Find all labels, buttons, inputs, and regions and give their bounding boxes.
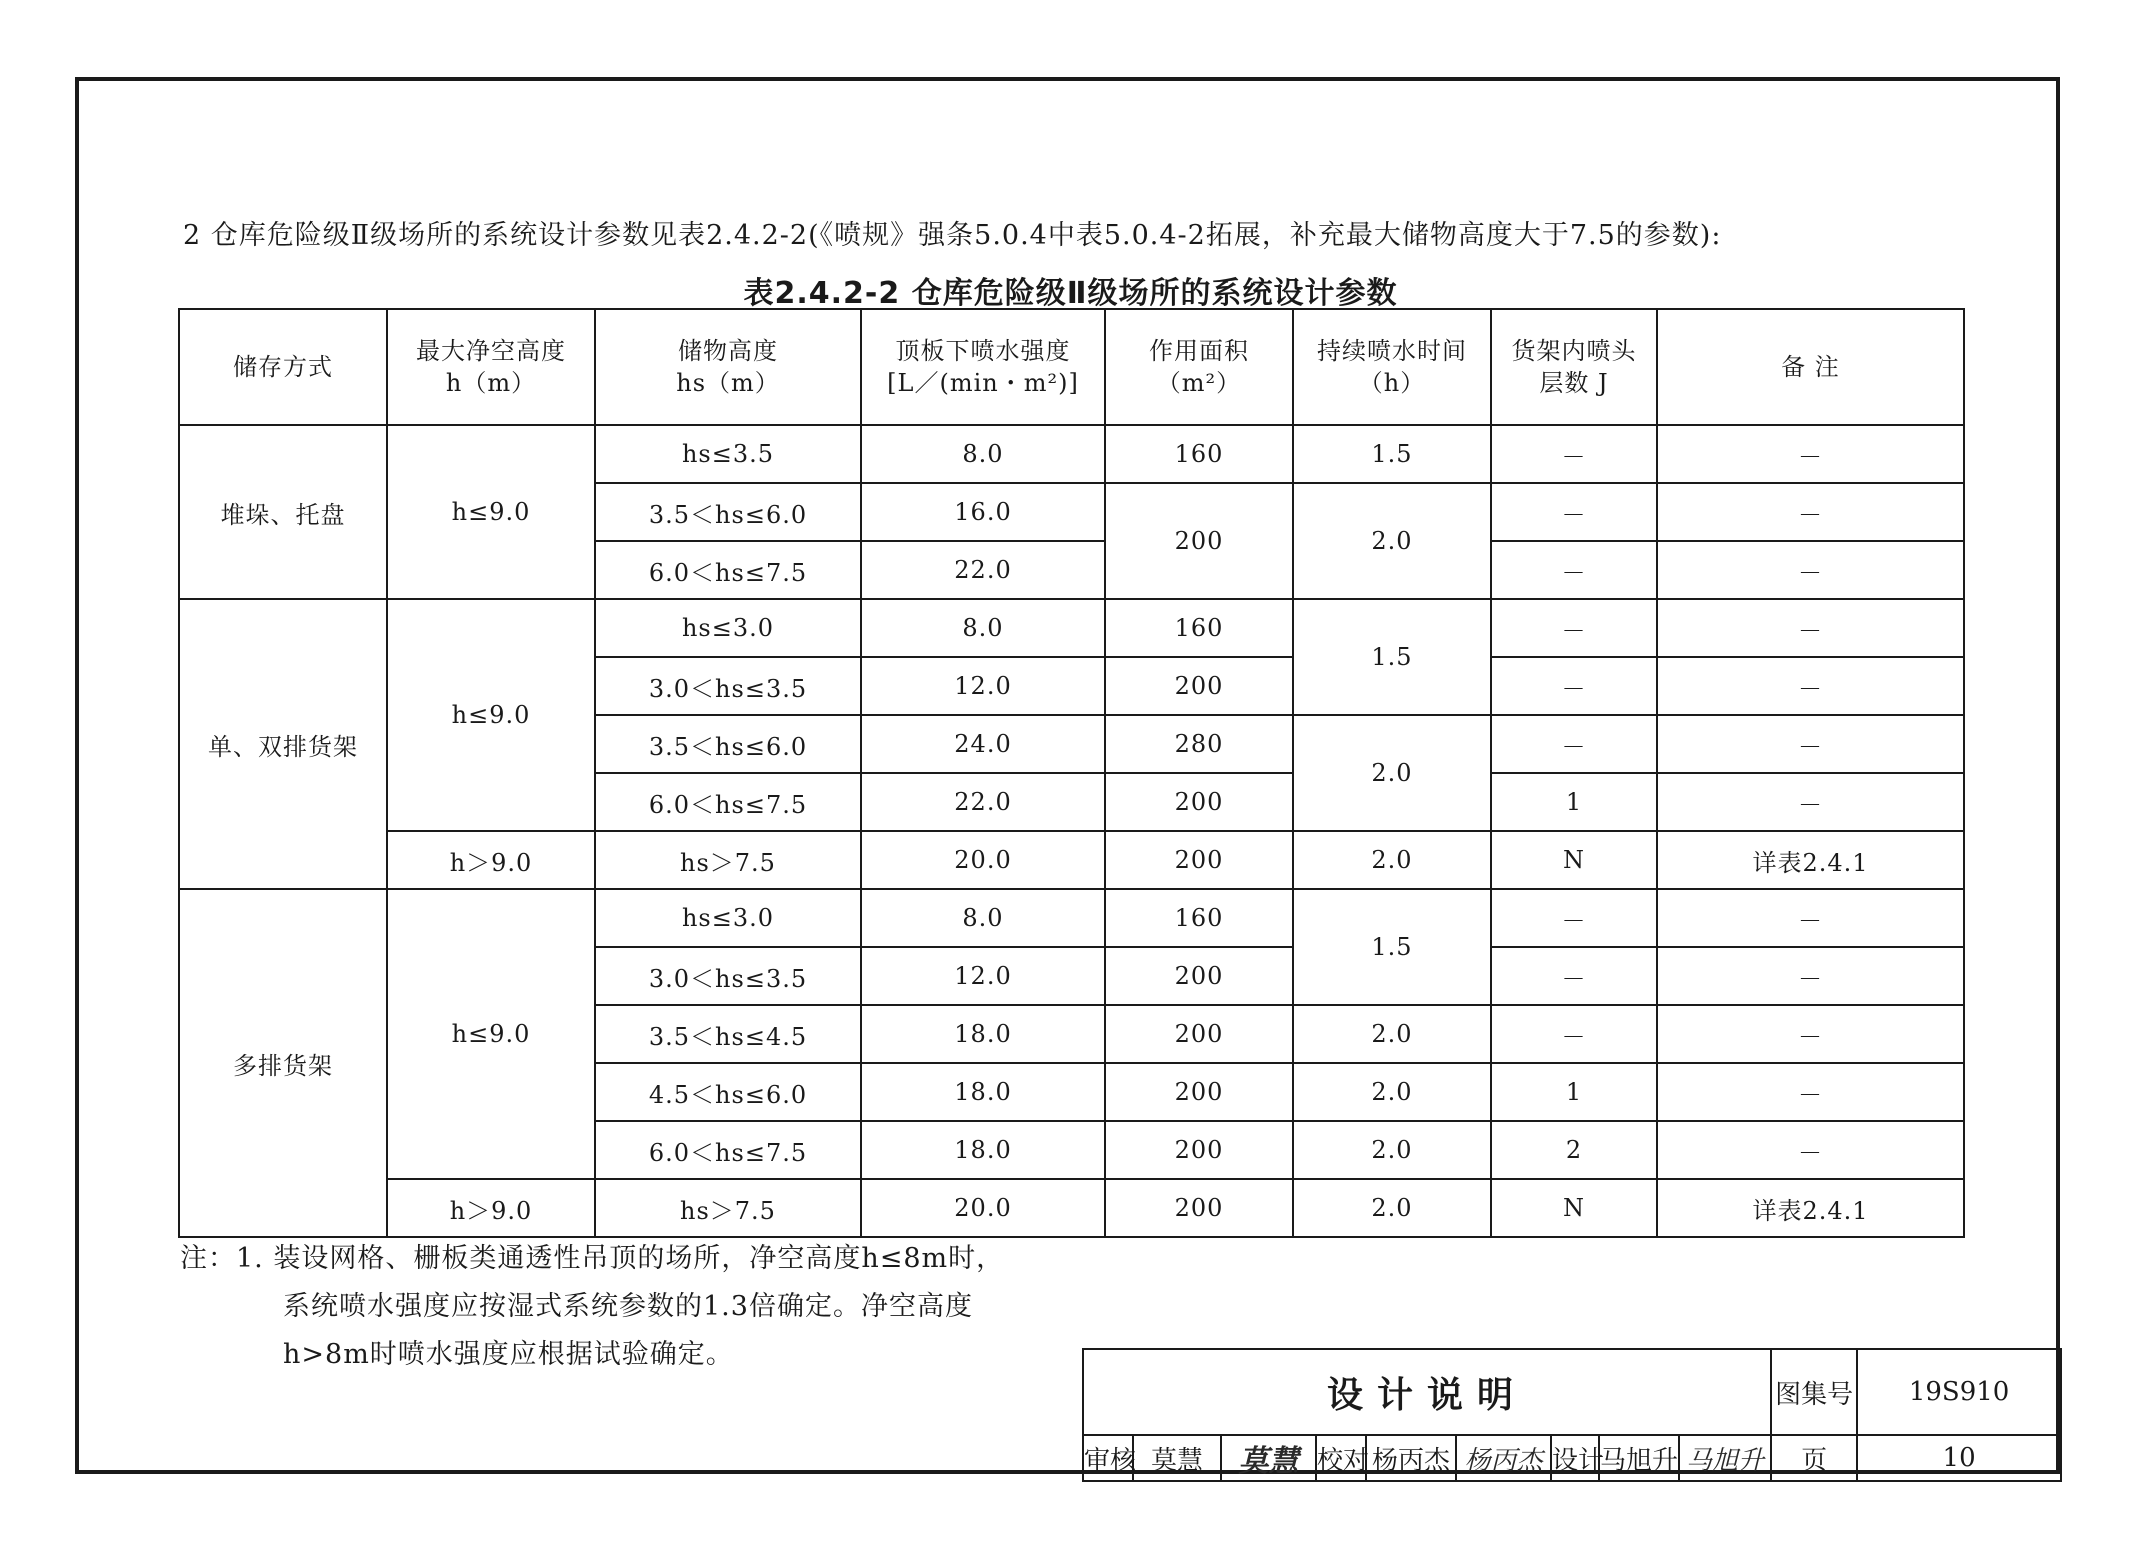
atlas-label: 图集号 (1771, 1349, 1857, 1435)
rack-layers-cell: 1 (1491, 1063, 1657, 1121)
header-storage-height: 储物高度 hs（m） (595, 309, 861, 425)
designer-signature: 马旭升 (1679, 1435, 1771, 1481)
rack-layers-cell: 2 (1491, 1121, 1657, 1179)
intensity-cell: 8.0 (861, 425, 1105, 483)
storage-height-cell: hs≤3.0 (595, 889, 861, 947)
design-label: 设计 (1551, 1435, 1599, 1481)
note-line: h>8m时喷水强度应根据试验确定。 (283, 1339, 734, 1370)
table-row (179, 1179, 1964, 1237)
clear-height-cell: h＞9.0 (387, 831, 595, 889)
storage-height-cell: 4.5＜hs≤6.0 (595, 1063, 861, 1121)
area-cell: 160 (1105, 425, 1293, 483)
remark-cell: － (1657, 425, 1964, 483)
rack-layers-cell: － (1491, 715, 1657, 773)
storage-height-cell: 3.0＜hs≤3.5 (595, 657, 861, 715)
remark-cell: － (1657, 541, 1964, 599)
remark-cell: － (1657, 1121, 1964, 1179)
intensity-cell: 8.0 (861, 889, 1105, 947)
rack-layers-cell: N (1491, 831, 1657, 889)
area-cell: 200 (1105, 831, 1293, 889)
table-header-row (179, 309, 1964, 425)
duration-cell: 1.5 (1293, 889, 1491, 1005)
storage-height-cell: hs＞7.5 (595, 1179, 861, 1237)
duration-cell: 1.5 (1293, 425, 1491, 483)
intensity-cell: 18.0 (861, 1005, 1105, 1063)
remark-cell: － (1657, 657, 1964, 715)
clear-height-cell: h≤9.0 (387, 425, 595, 599)
area-cell: 160 (1105, 599, 1293, 657)
reviewer-name: 莫慧 (1133, 1435, 1221, 1481)
storage-height-cell: 3.5＜hs≤6.0 (595, 715, 861, 773)
note-line: 系统喷水强度应按湿式系统参数的1.3倍确定。净空高度 (283, 1291, 973, 1322)
intensity-cell: 18.0 (861, 1121, 1105, 1179)
area-cell: 200 (1105, 1063, 1293, 1121)
intensity-cell: 24.0 (861, 715, 1105, 773)
rack-layers-cell: － (1491, 483, 1657, 541)
remark-cell: 详表2.4.1 (1657, 1179, 1964, 1237)
area-cell: 200 (1105, 1005, 1293, 1063)
page-number: 10 (1857, 1435, 2061, 1481)
title-block (1082, 1348, 2062, 1482)
intensity-cell: 22.0 (861, 773, 1105, 831)
remark-cell: 详表2.4.1 (1657, 831, 1964, 889)
header-rack-layers: 货架内喷头 层数 J (1491, 309, 1657, 425)
table-row (179, 889, 1964, 947)
duration-cell: 2.0 (1293, 831, 1491, 889)
rack-layers-cell: － (1491, 947, 1657, 1005)
atlas-number: 19S910 (1857, 1349, 2061, 1435)
rack-layers-cell: － (1491, 1005, 1657, 1063)
intro-text: 2 仓库危险级Ⅱ级场所的系统设计参数见表2.4.2-2(《喷规》强条5.0.4中表5.0.4-2拓展，补充最大储物高度大于7.5的参数): (183, 220, 1722, 251)
storage-height-cell: hs≤3.0 (595, 599, 861, 657)
remark-cell: － (1657, 1005, 1964, 1063)
area-cell: 200 (1105, 1179, 1293, 1237)
duration-cell: 2.0 (1293, 1179, 1491, 1237)
area-cell: 200 (1105, 657, 1293, 715)
remark-cell: － (1657, 889, 1964, 947)
intensity-cell: 12.0 (861, 947, 1105, 1005)
storage-height-cell: 6.0＜hs≤7.5 (595, 1121, 861, 1179)
storage-cell: 多排货架 (179, 889, 387, 1237)
remark-cell: － (1657, 483, 1964, 541)
header-area: 作用面积 （m²） (1105, 309, 1293, 425)
duration-cell: 2.0 (1293, 1005, 1491, 1063)
intensity-cell: 22.0 (861, 541, 1105, 599)
intensity-cell: 18.0 (861, 1063, 1105, 1121)
checker-signature: 杨丙杰 (1456, 1435, 1551, 1481)
storage-height-cell: 6.0＜hs≤7.5 (595, 541, 861, 599)
area-cell: 200 (1105, 1121, 1293, 1179)
remark-cell: － (1657, 947, 1964, 1005)
duration-cell: 2.0 (1293, 483, 1491, 599)
intensity-cell: 20.0 (861, 831, 1105, 889)
rack-layers-cell: N (1491, 1179, 1657, 1237)
storage-height-cell: 6.0＜hs≤7.5 (595, 773, 861, 831)
designer-name: 马旭升 (1599, 1435, 1679, 1481)
area-cell: 160 (1105, 889, 1293, 947)
rack-layers-cell: － (1491, 425, 1657, 483)
rack-layers-cell: － (1491, 889, 1657, 947)
review-label: 审核 (1083, 1435, 1133, 1481)
checker-name: 杨丙杰 (1366, 1435, 1456, 1481)
area-cell: 280 (1105, 715, 1293, 773)
header-storage: 储存方式 (179, 309, 387, 425)
table-row (179, 831, 1964, 889)
header-clear-height: 最大净空高度 h（m） (387, 309, 595, 425)
storage-height-cell: 3.5＜hs≤4.5 (595, 1005, 861, 1063)
area-cell: 200 (1105, 773, 1293, 831)
remark-cell: － (1657, 1063, 1964, 1121)
header-remark: 备 注 (1657, 309, 1964, 425)
design-parameter-table (178, 308, 1965, 1238)
intensity-cell: 8.0 (861, 599, 1105, 657)
area-cell: 200 (1105, 483, 1293, 599)
storage-height-cell: 3.0＜hs≤3.5 (595, 947, 861, 1005)
reviewer-signature: 莫慧 (1221, 1435, 1316, 1481)
clear-height-cell: h≤9.0 (387, 599, 595, 831)
intensity-cell: 12.0 (861, 657, 1105, 715)
page-label: 页 (1771, 1435, 1857, 1481)
notes (180, 1235, 1004, 1379)
storage-height-cell: 3.5＜hs≤6.0 (595, 483, 861, 541)
duration-cell: 1.5 (1293, 599, 1491, 715)
rack-layers-cell: － (1491, 541, 1657, 599)
remark-cell: － (1657, 599, 1964, 657)
remark-cell: － (1657, 773, 1964, 831)
storage-height-cell: hs＞7.5 (595, 831, 861, 889)
table-caption: 表2.4.2-2 仓库危险级Ⅱ级场所的系统设计参数 (743, 276, 1398, 311)
clear-height-cell: h＞9.0 (387, 1179, 595, 1237)
note-line: 注：1. 装设网格、栅板类通透性吊顶的场所，净空高度h≤8m时， (180, 1243, 1005, 1274)
rack-layers-cell: 1 (1491, 773, 1657, 831)
duration-cell: 2.0 (1293, 715, 1491, 831)
area-cell: 200 (1105, 947, 1293, 1005)
check-label: 校对 (1316, 1435, 1366, 1481)
storage-cell: 单、双排货架 (179, 599, 387, 889)
remark-cell: － (1657, 715, 1964, 773)
header-intensity: 顶板下喷水强度 [L／(min・m²)] (861, 309, 1105, 425)
drawing-title: 设计说明 (1083, 1349, 1771, 1435)
rack-layers-cell: － (1491, 599, 1657, 657)
clear-height-cell: h≤9.0 (387, 889, 595, 1179)
duration-cell: 2.0 (1293, 1063, 1491, 1121)
table-row (179, 599, 1964, 657)
header-duration: 持续喷水时间 （h） (1293, 309, 1491, 425)
rack-layers-cell: － (1491, 657, 1657, 715)
intensity-cell: 16.0 (861, 483, 1105, 541)
intensity-cell: 20.0 (861, 1179, 1105, 1237)
storage-cell: 堆垛、托盘 (179, 425, 387, 599)
table-row (179, 425, 1964, 483)
duration-cell: 2.0 (1293, 1121, 1491, 1179)
storage-height-cell: hs≤3.5 (595, 425, 861, 483)
